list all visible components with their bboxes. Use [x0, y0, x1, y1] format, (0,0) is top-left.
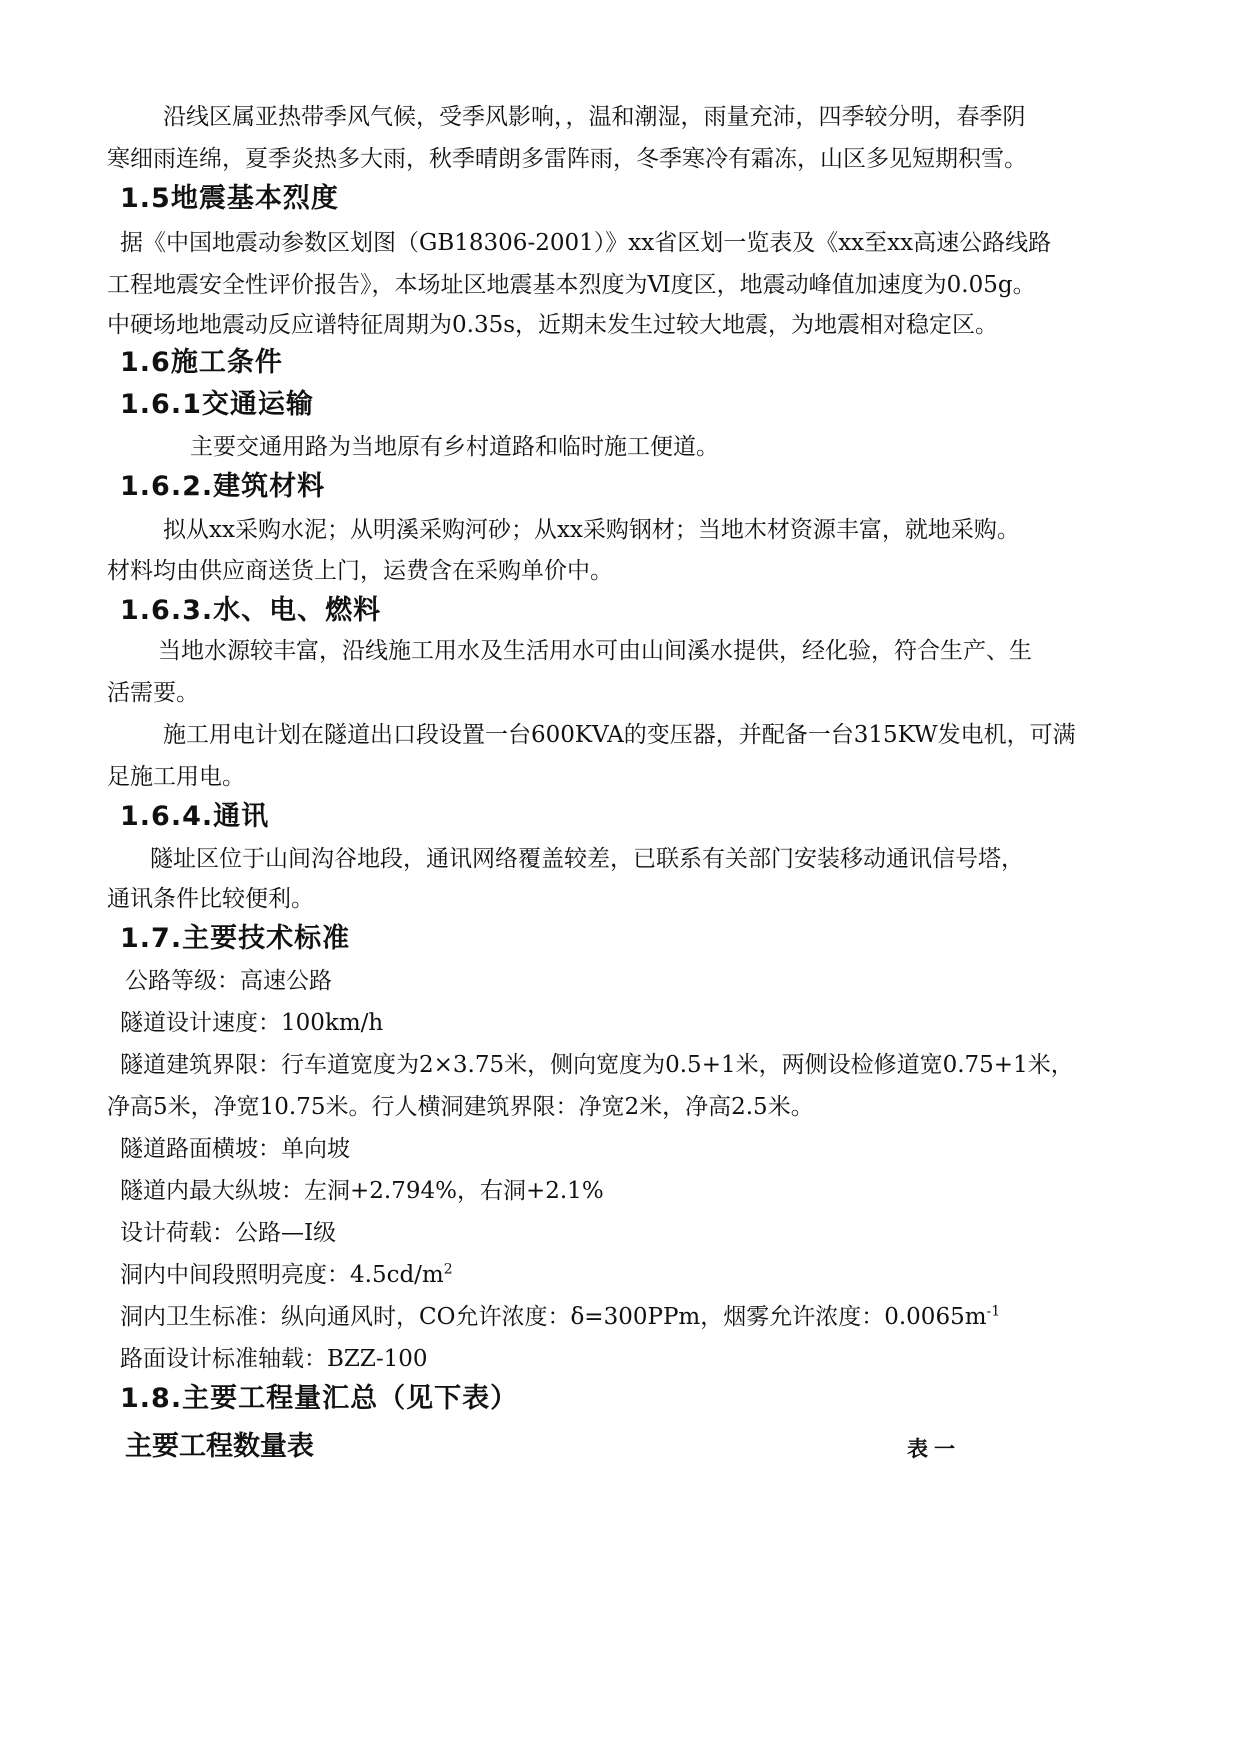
utilities-line-1: 当地水源较丰富，沿线施工用水及生活用水可由山间溪水提供，经化验，符合生产、生	[158, 638, 1032, 664]
comms-line-2: 通讯条件比较便利。	[107, 886, 314, 912]
section-1-6-3-heading: 1.6.3.水、电、燃料	[120, 595, 382, 626]
section-1-6-1-heading: 1.6.1交通运输	[120, 389, 314, 420]
hygiene-standard	[120, 1302, 1000, 1332]
section-1-6-2-heading: 1.6.2.建筑材料	[120, 471, 326, 502]
clearance-line-1: 隧道建筑界限：行车道宽度为2×3.75米，侧向宽度为0.5+1米，两侧设检修道宽0.75+1米，	[120, 1052, 1074, 1078]
road-grade: 公路等级：高速公路	[125, 968, 332, 994]
seismic-line-2: 工程地震安全性评价报告》，本场址区地震基本烈度为Ⅵ度区，地震动峰值加速度为0.05g。	[107, 272, 1036, 298]
climate-line-2: 寒细雨连绵，夏季炎热多大雨，秋季晴朗多雷阵雨，冬季寒冷有霜冻，山区多见短期积雪。	[107, 146, 1027, 172]
cross-slope: 隧道路面横坡：单向坡	[120, 1136, 350, 1162]
seismic-line-3: 中硬场地地震动反应谱特征周期为0.35s，近期未发生过较大地震，为地震相对稳定区。	[107, 312, 999, 338]
materials-line-2: 材料均由供应商送货上门，运费含在采购单价中。	[107, 558, 613, 584]
design-load: 设计荷载：公路—Ⅰ级	[120, 1220, 337, 1246]
section-1-6-4-heading: 1.6.4.通讯	[120, 801, 270, 832]
hygiene-superscript: -1	[986, 1303, 1001, 1320]
lighting-superscript: 2	[443, 1261, 453, 1278]
hygiene-text: 洞内卫生标准：纵向通风时，CO允许浓度：δ=300PPm，烟雾允许浓度：0.0065m	[120, 1304, 987, 1330]
table-label: 表一	[907, 1437, 961, 1461]
materials-line-1: 拟从xx采购水泥；从明溪采购河砂；从xx采购钢材；当地木材资源丰富，就地采购。	[163, 517, 1020, 543]
table-title: 主要工程数量表	[125, 1431, 314, 1462]
climate-line-1: 沿线区属亚热带季风气候，受季风影响，，温和潮湿，雨量充沛，四季较分明，春季阴	[163, 104, 1026, 130]
utilities-line-3: 施工用电计划在隧道出口段设置一台600KVA的变压器，并配备一台315KW发电机，可满	[163, 722, 1076, 748]
utilities-line-4: 足施工用电。	[107, 764, 245, 790]
lighting-standard	[120, 1260, 453, 1290]
utilities-line-2: 活需要。	[107, 680, 199, 706]
comms-line-1: 隧址区位于山间沟谷地段，通讯网络覆盖较差，已联系有关部门安装移动通讯信号塔，	[150, 846, 1024, 872]
axle-load: 路面设计标准轴载：BZZ-100	[120, 1346, 428, 1372]
seismic-line-1: 据《中国地震动参数区划图（GB18306-2001）》xx省区划一览表及《xx至xx高速公路线路	[120, 230, 1052, 256]
section-1-8-heading: 1.8.主要工程量汇总（见下表）	[120, 1383, 519, 1414]
lighting-text: 洞内中间段照明亮度：4.5cd/m	[120, 1262, 444, 1288]
transport-line-1: 主要交通用路为当地原有乡村道路和临时施工便道。	[190, 434, 719, 460]
section-1-5-heading: 1.5地震基本烈度	[120, 183, 339, 214]
clearance-line-2: 净高5米，净宽10.75米。行人横洞建筑界限：净宽2米，净高2.5米。	[107, 1094, 814, 1120]
max-slope: 隧道内最大纵坡：左洞+2.794%，右洞+2.1%	[120, 1178, 604, 1204]
section-1-6-heading: 1.6施工条件	[120, 347, 283, 378]
section-1-7-heading: 1.7.主要技术标准	[120, 923, 351, 954]
design-speed: 隧道设计速度：100km/h	[120, 1010, 384, 1036]
